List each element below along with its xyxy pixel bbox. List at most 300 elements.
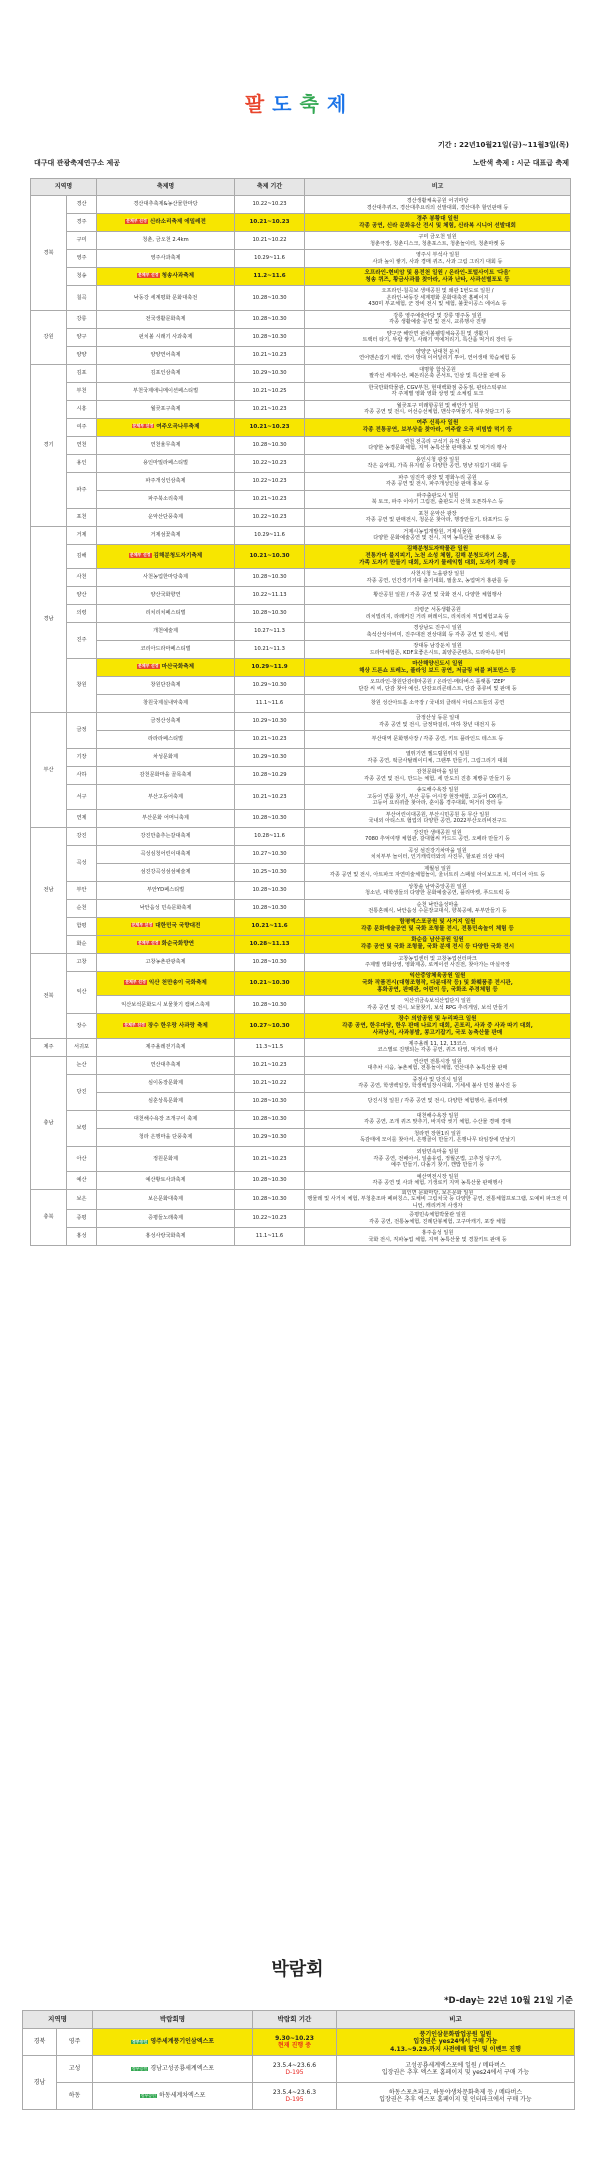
festival-name: 연천율무축제 [150,441,181,448]
festival-name-cell [97,863,235,881]
period-cell: 10.21~10.30 [235,544,305,569]
remark-cell: 강진만 생태공원 일원 7080 추억여행 체험관, 갈대협씨 카드드 공연, 오페라 만들기 등 [305,827,571,845]
table-row [31,1014,571,1039]
festival-table [30,178,571,1246]
festival-name-cell [93,2029,253,2056]
remark-cell: 함평엑스포공원 및 사거지 일원 각종 문화예술공연 및 국화 조형물 전시, 전통민속놀이 체험 등 [305,917,571,935]
period-cell: 10.22~10.23 [235,1210,305,1228]
table-row [31,454,571,472]
festival-name-cell [97,436,235,454]
table-row [31,250,571,268]
period-range: 23.5.4~23.6.3 [272,2088,317,2096]
table-row [31,310,571,328]
province-cell: 전남 [31,827,67,953]
table-row [31,286,571,311]
festival-name: 코리아드라마페스티벌 [140,646,191,653]
city-cell: 청송 [67,268,97,286]
city-cell: 용인 [67,454,97,472]
table-header-row [31,179,571,196]
table-row [31,1074,571,1092]
period-cell: 10.21~10.23 [235,400,305,418]
festival-name: 하동세계차엑스포 [159,2092,206,2100]
remark-cell: 사천시청 노을광장 일원 각종 공연, 인간경기기대 출기대회, 필울오, 농업먹거 홍판를 등 [305,569,571,587]
city-cell: 부안 [67,881,97,899]
header-name: 축제명 [97,179,235,196]
festival-name: 심훈상록문화제 [147,1098,184,1105]
period-cell: 10.29~10.30 [235,364,305,382]
festival-name: 낙동강 세계평화 문화대축전 [133,294,198,301]
remark-cell: 경주 봉황대 일원 각종 공연, 신라 문화유산 전시 및 체험, 신라복 시니어 선발대회 [305,214,571,232]
festival-name: 개천예술제 [152,628,179,635]
period-cell: 10.28~10.30 [235,569,305,587]
festival-name: 경산대추축제&농산물한마당 [133,201,198,208]
period-cell: 10.29~11.9 [235,659,305,677]
festival-name: 낙안읍성 민속문화축제 [139,905,192,912]
remark-cell: 월곶포구 미래항공원 및 해안가 일원 각종 공연 및 전시, 어선승선체험, 맨삭주먹물기, 새우젓담그기 등 [305,400,571,418]
period-text: 기간 : 22년10월21일(금)~11월3일(목) [437,141,569,149]
festival-name-cell [97,935,235,953]
city-cell: 함평 [67,917,97,935]
table-row [31,917,571,935]
festival-name-cell [97,749,235,767]
table-row [31,953,571,971]
period-cell: 10.21~10.22 [235,232,305,250]
table-row [31,749,571,767]
remark-cell: 익산중앙체육공원 일원 국화 작품전시(대형조형작, 다륜대작 등) 및 화훼품종 전시관, 홍화공연, 판매관, 어린이 등, 국화조 주경체험 등 [305,971,571,996]
period-cell: 10.22~11.13 [235,587,305,605]
city-cell: 포천 [67,508,97,526]
festival-name: 파주북소리축제 [147,495,184,502]
remark-cell: 영주시 부석사 일원 사과 높이 쌓기, 사과 경매 퀴즈, 사과 그림 그리기 대회 등 [305,250,571,268]
period-cell: 10.28~10.30 [235,1092,305,1110]
city-cell: 아산 [67,1146,97,1171]
festival-name: 증평들노래축제 [147,1215,184,1222]
festival-name: 화순국화향연 [161,940,195,947]
festival-name: 감천문화마을 골목축제 [139,772,192,779]
province-cell: 충북 [31,1189,67,1246]
remark-cell: 오프라인-칠곡보 생태공원 및 왜관 1번도로 일원 / 온라인-낙동강 세계평화 문화대축전 홈페이지 430미 부교체험, 군 장비 전시 및 체험, 불꽃이공스 에어쇼 등 [305,286,571,311]
festival-name-cell [97,526,235,544]
period-cell: 10.22~10.23 [235,454,305,472]
table-row [31,996,571,1014]
festival-name: 파주개성인삼축제 [145,477,186,484]
festival-name-cell [97,418,235,436]
festival-name-cell [97,587,235,605]
city-cell: 영주 [67,250,97,268]
table-row [31,508,571,526]
table-row [31,731,571,749]
table-row [31,935,571,953]
designation-badge: 문체부 선정 [137,272,159,278]
remark-cell: 연천 전곡리 구석기 유적 광구 다양한 농경문화체험, 지역 농특산물 판매홍보 및 먹거리 행사 [305,436,571,454]
festival-name-cell [97,310,235,328]
period-cell: 10.22~10.23 [235,508,305,526]
dday-count: D-195 [285,2096,304,2103]
festival-name-cell [97,713,235,731]
city-cell: 예산 [67,1171,97,1189]
festival-name-cell [97,508,235,526]
table-row [31,1092,571,1110]
festival-name-cell [97,346,235,364]
table-row [31,1210,571,1228]
period-cell: 10.28~10.30 [235,881,305,899]
festival-name-cell [97,641,235,659]
remark-cell: 외암민속마을 일원 각종 공연, 전배아서, 일솔유림, 정월곤법, 고추정 딩구기, 예주 만들기, 다돌기 찾기, 깬밥 만들기 등 [305,1146,571,1171]
festival-name-cell [97,1210,235,1228]
city-cell: 당진 [67,1074,97,1110]
remark-cell: 대천해수욕장 일원 각종 공연, 조개 퀴즈 맞추기, 바지락 씻기 체험, 수산물 경매 경매 [305,1110,571,1128]
designation-badge: 문체부 선정 [124,1021,145,1027]
city-cell: 연제 [67,809,97,827]
festival-name: 부안YD페스티벌 [146,887,185,894]
legend-note: 노란색 축제 : 시군 대표급 축제 [472,159,569,167]
city-cell: 진주 [67,623,97,659]
page-title [0,88,595,117]
festival-name: 신라소리축제 에밀레전 [149,219,206,225]
city-cell: 연천 [67,436,97,454]
festival-name-cell [97,827,235,845]
province-cell: 경북 [23,2029,57,2056]
remark-cell: 양양군 남대천 둔치 연어맨손잡기 체험, 연어 방대 이어달리기 투어, 연어생태 학습체험 등 [305,346,571,364]
festival-name: 전국생활문화축제 [145,315,186,322]
table-row [31,472,571,490]
city-cell: 익산 [67,971,97,1014]
period-cell: 10.29~10.30 [235,677,305,695]
remark-cell: 풍기인삼문화팝업공원 일원 입장권은 yes24에서 구매 가능 4.13.~9.29.까지 사전예매 할인 및 이벤트 진행 [337,2029,575,2056]
period-cell: 10.28~10.30 [235,1171,305,1189]
period-cell: 10.29~11.6 [235,526,305,544]
festival-name-cell [97,953,235,971]
festival-name-cell [97,286,235,311]
festival-name: 펀치볼 시래기 사과축제 [138,333,193,340]
period-cell: 10.21~10.23 [235,1056,305,1074]
period-cell: 11.2~11.6 [235,268,305,286]
period-cell: 10.28~11.13 [235,935,305,953]
festival-name-cell [97,1092,235,1110]
table-row [31,899,571,917]
table-row [31,881,571,899]
period-cell: 10.28~11.6 [235,827,305,845]
remark-cell: 여주 신륵사 일원 각종 전통공연, 보부상을 찾아라, 여주쌀 오곡 비빔밥 먹기 등 [305,418,571,436]
city-cell: 증평 [67,1210,97,1228]
festival-name: 사천농업한마당축제 [142,574,189,581]
festival-name: 거제섬꽃축제 [150,531,181,538]
festival-name-cell [97,785,235,810]
festival-name-cell [97,623,235,641]
period-cell: 10.29~11.6 [235,250,305,268]
festival-name-cell [97,1128,235,1146]
remark-cell: 오프라인-현비암 및 용전천 일원 / 온라인-포털사이트 '다음' 청송 퀴즈, 황금사과를 찾아라, 사과 난타, 사과선별포토 등 [305,268,571,286]
period-cell: 10.29~10.30 [235,749,305,767]
table-row [31,382,571,400]
province-cell: 경남 [23,2056,57,2110]
remark-cell: 증평민속체험박물관 일원 각종 공연, 전통농체험, 진례단봉체험, 고구마캐기, 포장 체험 [305,1210,571,1228]
city-cell: 논산 [67,1056,97,1074]
expo-header-remark: 비고 [337,2011,575,2029]
table-row [31,863,571,881]
table-row [31,214,571,232]
city-cell: 장수 [67,1014,97,1039]
festival-name: 영주사과축제 [150,255,181,262]
city-cell: 부천 [67,382,97,400]
table-row [31,569,571,587]
city-cell: 의령 [67,605,97,623]
table-row [31,587,571,605]
festival-name-cell [97,472,235,490]
festival-name: 홍성사랑국화축제 [145,1233,186,1240]
festival-name: 익산 천만송이 국화축제 [148,980,207,987]
table-row [31,1038,571,1056]
city-cell: 경산 [67,196,97,214]
province-cell: 부산 [31,713,67,828]
city-cell: 김해 [67,544,97,569]
city-cell: 금정 [67,713,97,749]
festival-name: 정원문화제 [152,1155,179,1162]
period-cell: 10.27~10.30 [235,845,305,863]
table-row [31,526,571,544]
table-row [31,490,571,508]
festival-name-cell [97,731,235,749]
festival-name-cell [97,971,235,996]
festival-name-cell [97,767,235,785]
city-cell: 서귀포 [67,1038,97,1056]
designation-badge: 문체부 선정 [132,422,154,428]
remark-cell: 상창솔 남악중앙공원 일원 청소년, 대학생들의 다양한 문화예술공연, 플리마켓, 푸드트럭 등 [305,881,571,899]
festival-name: 예산황토사과축제 [145,1176,186,1183]
table-row [23,2083,575,2110]
festival-name: 고창농촌관광축제 [145,959,186,966]
period-cell: 10.27~11.3 [235,623,305,641]
table-row [31,268,571,286]
remark-cell: 청라면 장현1리 일원 독감태에 모이를 찾아서, 은행골이 만들기, 은행나무 타임장에 만날기 [305,1128,571,1146]
header-region: 지역명 [31,179,97,196]
designation-badge: 정부승인 [131,2038,148,2044]
festival-name-cell [97,490,235,508]
festival-name-cell [97,677,235,695]
table-row [31,1128,571,1146]
remark-cell: 익산귀금속보석산업단지 일원 각종 공연 및 전시, 보물찾기, 보석 RPG 추리게임, 보석 만들기 [305,996,571,1014]
table-row [31,845,571,863]
city-cell: 구미 [67,232,97,250]
festival-name-cell [97,1189,235,1210]
period-cell: 10.22~10.23 [235,472,305,490]
festival-name: 보은문화대축제 [147,1196,184,1203]
expo-table [22,2010,575,2110]
remark-cell: 당진시청 일원 / 각종 공연 및 전시, 다양한 체험행사, 플리마켓 [305,1092,571,1110]
table-row [31,364,571,382]
festival-name-cell [97,605,235,623]
city-cell: 고창 [67,953,97,971]
table-row [31,659,571,677]
period-range: 23.5.4~23.6.6 [272,2061,317,2069]
period-cell: 11.1~11.6 [235,1228,305,1246]
remark-cell: 부산어린이대공원, 부산시민공원 등 무산 일원 국내외 아티스트 협업의 다양한 공연, 2022부산오리비전구드 [305,809,571,827]
remark-cell: 순천 낙안읍성마을 전통혼례식, 낙안읍성 수문장교대식, 향북공예, 두부만들기 등 [305,899,571,917]
remark-cell: 장대동 남강둔치 일원 드라마체험존, KDF효좋은시트, 최양준콘텐츠, 드라마속원미 [305,641,571,659]
table-row [23,2056,575,2083]
festival-name: 섬진강곡성섬섬예술제 [140,869,191,876]
period-cell [253,2056,337,2083]
expo-header-row [23,2011,575,2029]
table-row [31,418,571,436]
table-row [31,809,571,827]
remark-cell: 감천문화마을 일원 각종 공연 및 전시, 만드는 체험, 세 만도의 진흥 제빵공 만들기 등 [305,767,571,785]
festival-name-cell [97,695,235,713]
festival-name: 월곶포구축제 [150,405,181,412]
dday-count: 현재 진행 중 [277,2042,312,2049]
city-cell: 고성 [57,2056,93,2083]
period-range: 9.30~10.23 [275,2034,314,2042]
province-cell: 제주 [31,1038,67,1056]
table-row [31,1171,571,1189]
festival-name: 마산국화축제 [161,664,195,671]
period-cell [253,2083,337,2110]
period-cell: 10.28~10.30 [235,809,305,827]
table-row [31,677,571,695]
remark-cell: 의령군 서동생활공원 리치빌리지, 라래커진 거리 퍼레이드, 리치리치 직업체험교육 등 [305,605,571,623]
city-cell: 칠곡 [67,286,97,311]
header-period: 축제 기간 [235,179,305,196]
city-cell: 홍성 [67,1228,97,1246]
city-cell: 양구 [67,328,97,346]
festival-name: 용인마밀라페스티벌 [142,459,189,466]
remark-cell: 금정산성 동문 일대 각종 공연 및 전시, 금정막걸리, 마하 창년 대전지 등 [305,713,571,731]
province-cell: 경기 [31,364,67,526]
city-cell: 하동 [57,2083,93,2110]
remark-cell: 파주출판도시 일원 북 토크, 파주 이야기 그림전, 출판도시 산책 오픈하우스 등 [305,490,571,508]
remark-cell: 곡성 섬진강기차마을 일원 치치부부 놀이터, 인기캐릭터와의 사진무, 할로윈 의상 대여 [305,845,571,863]
festival-name-cell [93,2056,253,2083]
festival-name: 곡성심청어린이대축제 [140,851,191,858]
designation-badge: 문체부 선정 [137,940,159,946]
remark-cell: 거제시농업개발원, 거제식물원 다양한 문화예술공연 및 전시, 지역 농특산물 판매홍보 등 [305,526,571,544]
remark-cell: 경산생활체육공원 어귀마당 경산대추퀴즈, 경산대추요리의 선발대회, 경산대추 할인판매 등 [305,196,571,214]
period-cell: 10.21~10.23 [235,785,305,810]
festival-name: 창원단감축제 [150,682,181,689]
city-cell: 양양 [67,346,97,364]
remark-cell: 중정사 및 당진시 일원 각종 공연, 학생백일장, 학생백일장시대회, 기세세 불사 민정 불사진 등 [305,1074,571,1092]
city-cell: 파주 [67,472,97,508]
period-cell: 10.21~10.30 [235,971,305,996]
festival-name: 김해분청도자기축제 [153,552,203,559]
remark-cell: 부산대역 문화행사장 / 각종 공연, 키트 플라인드 테스트 등 [305,731,571,749]
city-cell: 창원 [67,659,97,713]
city-cell: 보은 [67,1189,97,1210]
city-cell: 여주 [67,418,97,436]
city-cell: 기장 [67,749,97,767]
remark-cell: 창원 성산아트홀 소극장 / 국내외 클래식 아티스트들의 공연 [305,695,571,713]
period-cell: 10.21~10.23 [235,490,305,508]
festival-name: 부산고등어축제 [147,793,184,800]
festival-name: 청라 은행마을 단풍축제 [138,1134,193,1141]
dday-count: D-195 [285,2069,304,2076]
designation-badge: 문체부 선정 [131,922,153,928]
festival-name-cell [97,1228,235,1246]
city-cell: 화순 [67,935,97,953]
festival-name-cell [97,268,235,286]
festival-name-cell [97,382,235,400]
period-cell [253,2029,337,2056]
remark-cell: 화순읍 남산공원 일원 각종 공연 및 국화 조형물, 국화 분재 전시 등 다양한 국화 전시 [305,935,571,953]
remark-cell: 용인시청 광장 일원 작은 음악회, 가족 뮤지컬 등 다양한 공연, 멍냥 뒤집기 대회 등 [305,454,571,472]
festival-name-cell [97,196,235,214]
table-row [31,767,571,785]
festival-name-cell [97,1038,235,1056]
remark-cell: 구미 금오천 일원 청춘극장, 청춘디스크, 청춘포스트, 청춘놀이터, 청춘마켓 등 [305,232,571,250]
festival-name: 청송사과축제 [161,273,195,279]
city-cell: 사하 [67,767,97,785]
festival-name: 창원국제실내악축제 [142,700,189,707]
table-row [31,971,571,996]
period-cell: 10.28~10.30 [235,605,305,623]
expo-title: 박람회 [271,1959,324,1980]
remark-cell: 연산면 전통시장 일원 대추차 시음, 농촌체험, 전통놀이체험, 연산대추 농특산물 판매 [305,1056,571,1074]
title-char: 제 [326,92,351,116]
festival-name: 익산보석문화도시 보물찾기 캠퍼스축제 [121,1001,210,1008]
table-row [31,605,571,623]
festival-name-cell [97,881,235,899]
festival-name: 양산국화향연 [150,592,181,599]
remark-cell: 강릉 영주예술마당 및 강릉 명주동 일원 각종 생활예술 공연 및 전시, 교류행사 진행 [305,310,571,328]
designation-badge: 문체부 선정 [129,552,151,558]
period-cell: 10.21~10.25 [235,382,305,400]
festival-name: 부천국제애니메이션페스티벌 [132,387,199,394]
table-row [31,695,571,713]
dday-note: *D-day는 22년 10월 21일 기준 [444,1996,573,2006]
festival-name-cell [97,845,235,863]
remark-cell: 제주올레 11, 12, 13코스 코스별로 진행되는 각종 공연, 퀴즈 타영, 먹거리 행사 [305,1038,571,1056]
city-cell: 영주 [57,2029,93,2056]
period-cell: 11.3~11.5 [235,1038,305,1056]
province-cell: 경북 [31,196,67,311]
remark-cell: 고창농업센터 및 고창농업선터파크 주제별 영화상영, 영화제공, 로케이션 사진전, 찾아가는 마실극장 [305,953,571,971]
period-cell: 10.28~10.30 [235,310,305,328]
festival-name: 대천해수욕장 조개구이 축제 [133,1116,198,1123]
period-cell: 10.28~10.30 [235,899,305,917]
designation-badge: 문체부 선정 [137,663,159,669]
designation-badge: 문체부 선정 [126,218,147,224]
festival-name-cell [97,400,235,418]
table-row [31,328,571,346]
province-cell: 전북 [31,953,67,1038]
festival-name-cell [97,1110,235,1128]
remark-cell: 예산역전시장 일원 각종 공연 및 사과 체험, 기생로키 지역 농특산물 판매행사 [305,1171,571,1189]
festival-name-cell [97,1171,235,1189]
period-cell: 10.28~10.29 [235,767,305,785]
period-cell: 10.28~10.30 [235,953,305,971]
table-row [31,1228,571,1246]
festival-name: 김포인삼축제 [150,369,181,376]
city-cell: 시흥 [67,400,97,418]
remark-cell: 파주 임진각 광장 및 평화누리 공원 각종 공연 및 전시, 파주개성인삼 판매 홍보 등 [305,472,571,490]
remark-cell: 고성공룡세계엑스포에 일원 / 메타버스 입장권은 추후 엑스포 홈페이지 및 yes24에서 구매 가능 [337,2056,575,2083]
period-cell: 10.29~10.30 [235,713,305,731]
festival-name-cell [97,996,235,1014]
period-cell: 10.21~10.23 [235,1146,305,1171]
remark-cell: 오프라인-창원단감테마공원 / 온라인-메타버스 플랫폼 'ZEP' 단감 씨 씨, 단감 찾아 예선, 단감요리콘테스트, 단감 종류비 및 판매 등 [305,677,571,695]
festival-name-cell [97,917,235,935]
remark-cell: 열뛰기연 젤드릴원뛰지 일원 각종 공연, 떡금사탈레이디체, 그랜투 만들기, 그림그리기 대회 [305,749,571,767]
provider-text: 대구대 관광축제연구소 제공 [34,159,121,167]
festival-name: 차성문화제 [152,754,179,761]
festival-name-cell [93,2083,253,2110]
festival-name: 부산문화 어머니축제 [142,815,189,822]
table-row [31,1189,571,1210]
designation-badge: 정부승인 [140,2092,157,2098]
title-char: 도 [272,92,296,116]
city-cell: 곡성 [67,845,97,881]
period-cell: 10.28~10.30 [235,1110,305,1128]
